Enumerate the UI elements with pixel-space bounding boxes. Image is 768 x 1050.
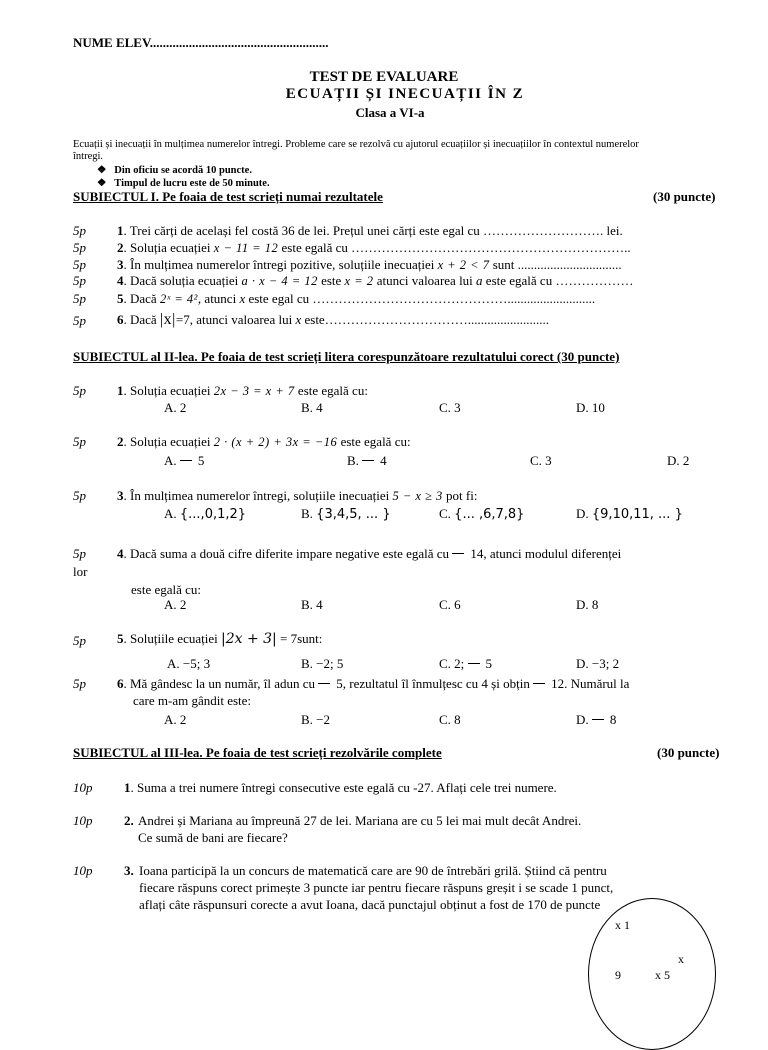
sketch-label: x 1 [615, 918, 630, 932]
intro-text: Ecuații și inecuații în mulțimea numerelor întregi. Probleme care se rezolvă cu ajutorul ecuațiilor și inecuațiilor în contextul numerelor [73, 139, 639, 150]
test-title: TEST DE EVALUARE [309, 69, 459, 85]
option-b: B. 4 [301, 400, 323, 415]
section1-title: SUBIECTUL I. Pe foaia de test scrieți numai rezultatele [73, 189, 383, 204]
class-label: Clasa a VI-a [355, 105, 425, 120]
option-d: D. 2 [667, 453, 690, 468]
sketch-circle [588, 898, 716, 1050]
option-d: D. −3; 2 [576, 656, 620, 671]
option-a: A. 2 [164, 712, 187, 727]
option-b: B. −2; 5 [301, 656, 344, 671]
option-d: D. 8 [576, 712, 617, 727]
sketch-label: x [678, 952, 684, 966]
option-c: C. 3 [439, 400, 461, 415]
option-c: C. {... ,6,7,8} [439, 506, 525, 522]
option-d: D. 10 [576, 400, 605, 415]
minus-sign-icon [533, 683, 545, 684]
sketch-label: 9 [615, 968, 621, 982]
minus-sign-icon [452, 553, 464, 554]
minus-sign-icon [318, 683, 330, 684]
bullet-office-points: ❖ Din oficiu se acordă 10 puncte. [97, 165, 252, 176]
option-d: D. 8 [576, 597, 599, 612]
diamond-bullet-icon: ❖ [97, 165, 107, 176]
option-b: B. −2 [301, 712, 331, 727]
diamond-bullet-icon: ❖ [97, 178, 107, 189]
bullet-time: ❖ Timpul de lucru este de 50 minute. [97, 178, 270, 189]
option-a: A. −5; 3 [167, 656, 211, 671]
option-c: C. 8 [439, 712, 461, 727]
minus-sign-icon [592, 719, 604, 720]
sketch-label: x 5 [655, 968, 670, 982]
option-a: A. 2 [164, 400, 187, 415]
student-name-line: NUME ELEV....................................................... [73, 35, 329, 50]
option-c: C. 3 [530, 453, 552, 468]
minus-sign-icon [362, 460, 374, 461]
section3-title: SUBIECTUL al III-lea. Pe foaia de test scrieți rezolvările complete [73, 745, 442, 760]
option-c: C. 2; 5 [439, 656, 493, 671]
minus-sign-icon [468, 663, 480, 664]
intro-text-cont: întregi. [73, 151, 104, 162]
option-b: B. {3,4,5, ... } [301, 506, 391, 522]
option-a: A. 5 [164, 453, 205, 468]
option-a: A. {...,0,1,2} [164, 506, 247, 522]
minus-sign-icon [180, 460, 192, 461]
section1-points: (30 puncte) [653, 189, 716, 204]
test-subtitle: ECUAȚII ȘI INECUAȚII ÎN Z [285, 86, 525, 102]
option-a: A. 2 [164, 597, 187, 612]
option-b: B. 4 [301, 597, 323, 612]
option-d: D. {9,10,11, ... } [576, 506, 683, 522]
option-c: C. 6 [439, 597, 461, 612]
section3-points: (30 puncte) [657, 745, 720, 760]
option-b: B. 4 [347, 453, 387, 468]
section2-title: SUBIECTUL al II-lea. Pe foaia de test scrieți litera corespunzătoare rezultatului corect (30 puncte) [73, 349, 620, 364]
